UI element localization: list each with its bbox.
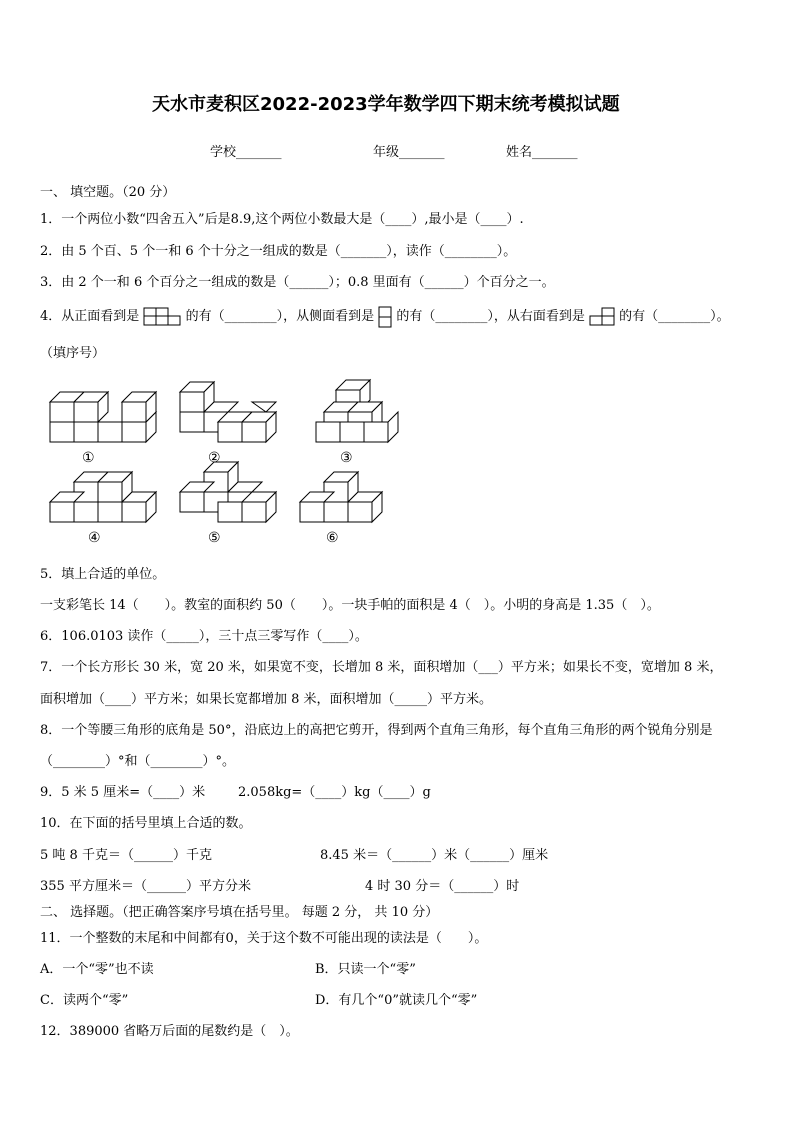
question-4	[40, 305, 730, 328]
question-12: 12．389000 省略万后面的尾数约是（ ）。	[40, 1024, 299, 1039]
figure-1-label: ①	[82, 450, 95, 466]
school-field: 学校_______	[210, 145, 282, 160]
question-2: 2．由 5 个百、5 个一和 6 个十分之一组成的数是（_______），读作（________）。	[40, 244, 517, 259]
question-8-line1: 8．一个等腰三角形的底角是 50°，沿底边上的高把它剪开，得到两个直角三角形，每个直角三角形的两个锐角分别是	[40, 723, 713, 738]
figure-5-label: ⑤	[208, 530, 221, 546]
question-9-part2: 2.058kg=（____）kg（____）g	[238, 785, 431, 800]
question-11-option-a: A．一个“零”也不读	[40, 962, 154, 977]
question-11: 11．一个整数的末尾和中间都有0，关于这个数不可能出现的读法是（ ）。	[40, 931, 488, 946]
figure-4	[50, 472, 156, 522]
grade-field: 年级_______	[373, 145, 445, 160]
question-10-c: 355 平方厘米＝（______）平方分米	[40, 879, 251, 894]
question-5-line: 一支彩笔长 14（ ）。教室的面积约 50（ ）。一块手帕的面积是 4（ ）。小明的身高是 1.35（ ）。	[40, 598, 660, 613]
question-9-part1: 9．5 米 5 厘米=（____）米	[40, 785, 206, 800]
figure-6	[300, 472, 382, 522]
question-5: 5．填上合适的单位。	[40, 567, 166, 582]
right-view-icon	[589, 307, 615, 327]
question-7-line1: 7．一个长方形长 30 米，宽 20 米，如果宽不变，长增加 8 米，面积增加（___）平方米；如果长不变，宽增加 8 米，	[40, 660, 723, 675]
side-view-icon	[378, 306, 392, 328]
question-4-part4: 的有（________）。	[619, 309, 730, 324]
question-10-a: 5 吨 8 千克＝（______）千克	[40, 848, 212, 863]
question-4-part3: 的有（________），从右面看到是	[396, 309, 585, 324]
question-10: 10．在下面的括号里填上合适的数。	[40, 816, 252, 831]
figure-3	[316, 380, 398, 442]
figure-1	[50, 392, 156, 442]
question-11-option-d: D．有几个“0”就读几个“零”	[315, 993, 478, 1008]
front-view-icon	[143, 307, 181, 327]
section-1-heading: 一、 填空题。（20 分）	[40, 185, 176, 200]
question-7-line2: 面积增加（____）平方米；如果长宽都增加 8 米，面积增加（_____）平方米。	[40, 692, 493, 707]
question-1: 1．一个两位小数“四舍五入”后是8.9,这个两位小数最大是（____）,最小是（____）.	[40, 212, 524, 227]
question-8-line2: （________）°和（________）°。	[40, 754, 236, 769]
question-4-part1: 4．从正面看到是	[40, 309, 140, 324]
figure-2-label: ②	[208, 450, 221, 466]
section-2-heading: 二、 选择题。（把正确答案序号填在括号里。 每题 2 分， 共 10 分）	[40, 905, 439, 920]
question-3: 3．由 2 个一和 6 个百分之一组成的数是（______）；0.8 里面有（______）个百分之一。	[40, 275, 555, 290]
figure-5	[180, 462, 276, 522]
cube-figures	[40, 372, 400, 552]
question-10-d: 4 时 30 分＝（______）时	[365, 879, 520, 894]
question-4-note: （填序号）	[40, 346, 106, 361]
page-title: 天水市麦积区2022-2023学年数学四下期末统考模拟试题	[152, 94, 620, 115]
name-field: 姓名_______	[506, 145, 578, 160]
figure-2	[180, 382, 276, 442]
question-11-option-b: B．只读一个“零”	[315, 962, 416, 977]
figure-6-label: ⑥	[326, 530, 339, 546]
question-10-b: 8.45 米＝（______）米（______）厘米	[320, 848, 549, 863]
question-4-part2: 的有（________），从侧面看到是	[185, 309, 375, 324]
question-6: 6．106.0103 读作（_____），三十点三零写作（____）。	[40, 629, 368, 644]
figure-4-label: ④	[88, 530, 101, 546]
figure-3-label: ③	[340, 450, 353, 466]
question-11-option-c: C．读两个“零”	[40, 993, 129, 1008]
